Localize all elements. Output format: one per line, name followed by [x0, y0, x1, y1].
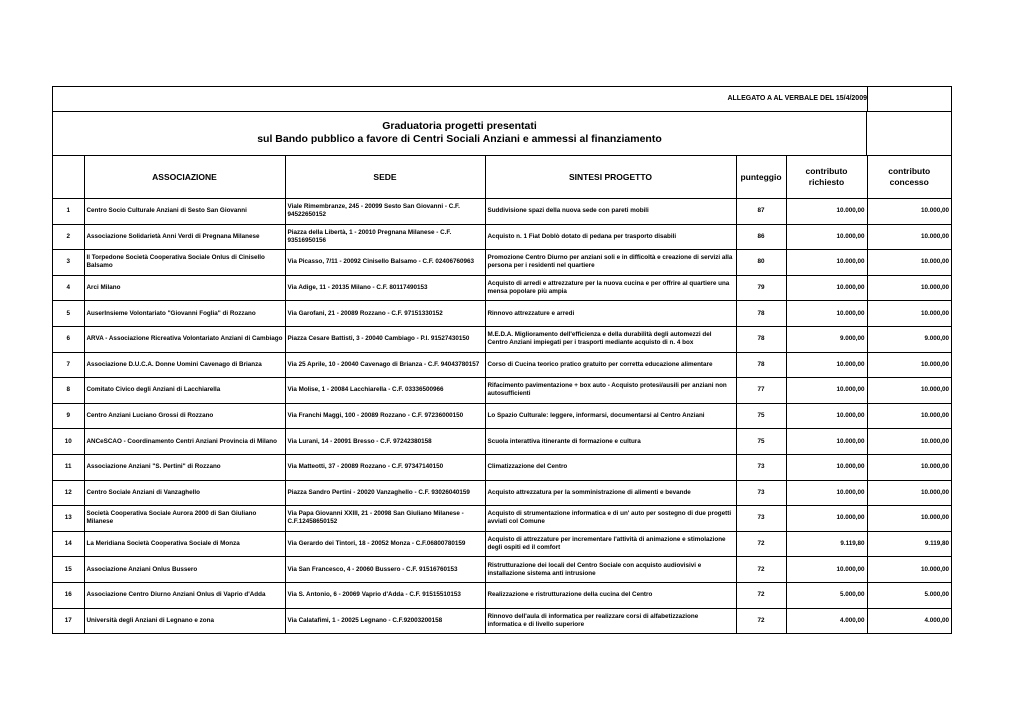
cell-punteggio: 73 [736, 480, 786, 506]
cell-richiesto: 9.000,00 [786, 326, 867, 352]
cell-richiesto: 10.000,00 [786, 301, 867, 327]
cell-sede: Via Garofani, 21 - 20089 Rozzano - C.F. 97151330152 [285, 301, 485, 327]
cell-concesso: 10.000,00 [867, 403, 951, 429]
cell-richiesto: 10.000,00 [786, 378, 867, 404]
cell-associazione: Associazione Solidarietà Anni Verdi di Pregnana Milanese [84, 224, 285, 250]
cell-sede: Via 25 Aprile, 10 - 20040 Cavenago di Brianza - C.F. 94043780157 [285, 352, 485, 378]
cell-sede: Piazza Sandro Pertini - 20020 Vanzaghello - C.F. 93026040159 [285, 480, 485, 506]
cell-punteggio: 75 [736, 429, 786, 455]
cell-sede: Piazza Cesare Battisti, 3 - 20040 Cambiago - P.I. 91527430150 [285, 326, 485, 352]
cell-sede: Via Papa Giovanni XXIII, 21 - 20098 San Giuliano Milanese - C.F.12458650152 [285, 506, 485, 532]
table-row [53, 403, 951, 429]
header-punteggio: punteggio [736, 156, 786, 199]
table-row [53, 454, 951, 480]
cell-punteggio: 79 [736, 275, 786, 301]
column-divider [867, 87, 868, 111]
cell-punteggio: 73 [736, 506, 786, 532]
table-row [53, 326, 951, 352]
header-sintesi: SINTESI PROGETTO [485, 156, 736, 199]
cell-concesso: 4.000,00 [867, 608, 951, 633]
row-number: 5 [53, 301, 84, 327]
cell-punteggio: 72 [736, 608, 786, 633]
header-number [53, 156, 84, 199]
table-row [53, 429, 951, 455]
cell-richiesto: 10.000,00 [786, 199, 867, 225]
title-block [53, 112, 951, 156]
cell-associazione: Associazione Anziani Onlus Bussero [84, 557, 285, 583]
cell-sintesi: Ristrutturazione dei locali del Centro Sociale con acquisto audiovisivi e installazione sistema anti intrusione [485, 557, 736, 583]
row-number: 15 [53, 557, 84, 583]
row-number: 11 [53, 454, 84, 480]
header-sede: SEDE [285, 156, 485, 199]
cell-punteggio: 73 [736, 454, 786, 480]
cell-sede: Via Lurani, 14 - 20091 Bresso - C.F. 97242380158 [285, 429, 485, 455]
row-number: 2 [53, 224, 84, 250]
cell-associazione: Associazione D.U.C.A. Donne Uomini Cavenago di Brianza [84, 352, 285, 378]
cell-concesso: 9.119,80 [867, 531, 951, 557]
row-number: 10 [53, 429, 84, 455]
cell-sede: Via Picasso, 7/11 - 20092 Cinisello Balsamo - C.F. 02406760963 [285, 250, 485, 276]
cell-richiesto: 10.000,00 [786, 275, 867, 301]
title [53, 112, 867, 155]
cell-punteggio: 77 [736, 378, 786, 404]
table-row [53, 582, 951, 608]
row-number: 14 [53, 531, 84, 557]
table-row [53, 531, 951, 557]
cell-sintesi: Acquisto attrezzatura per la somministrazione di alimenti e bevande [485, 480, 736, 506]
table-row [53, 275, 951, 301]
cell-concesso: 10.000,00 [867, 275, 951, 301]
projects-table [53, 156, 951, 633]
cell-punteggio: 72 [736, 582, 786, 608]
title-line-1: Graduatoria progetti presentati [382, 120, 537, 132]
cell-concesso: 10.000,00 [867, 480, 951, 506]
header-richiesto: contributo richiesto [786, 156, 867, 199]
cell-sede: Viale Rimembranze, 245 - 20099 Sesto San Giovanni - C.F. 94522650152 [285, 199, 485, 225]
cell-sintesi: Rinnovo dell'aula di informatica per realizzare corsi di alfabetizzazione informatica e di livello superiore [485, 608, 736, 633]
cell-sintesi: Promozione Centro Diurno per anziani soli e in difficoltà e creazione di servizi alla persona per i residenti nel quartiere [485, 250, 736, 276]
cell-sintesi: Rifacimento pavimentazione + box auto - Acquisto protesi/ausili per anziani non autosufficienti [485, 378, 736, 404]
cell-sintesi: Realizzazione e ristrutturazione della cucina del Centro [485, 582, 736, 608]
cell-associazione: Arci Milano [84, 275, 285, 301]
cell-sede: Via San Francesco, 4 - 20060 Bussero - C.F. 91516760153 [285, 557, 485, 583]
cell-associazione: Associazione Anziani "S. Pertini" di Rozzano [84, 454, 285, 480]
cell-richiesto: 9.119,80 [786, 531, 867, 557]
cell-associazione: Il Torpedone Società Cooperativa Sociale Onlus di Cinisello Balsamo [84, 250, 285, 276]
cell-sintesi: Scuola interattiva itinerante di formazione e cultura [485, 429, 736, 455]
cell-sintesi: Suddivisione spazi della nuova sede con pareti mobili [485, 199, 736, 225]
cell-associazione: ARVA - Associazione Ricreativa Volontariato Anziani di Cambiago [84, 326, 285, 352]
cell-associazione: Centro Anziani Luciano Grossi di Rozzano [84, 403, 285, 429]
cell-associazione: ANCeSCAO - Coordinamento Centri Anziani Provincia di Milano [84, 429, 285, 455]
cell-sintesi: Rinnovo attrezzature e arredi [485, 301, 736, 327]
cell-sede: Via Franchi Maggi, 100 - 20089 Rozzano - C.F. 97236000150 [285, 403, 485, 429]
cell-concesso: 10.000,00 [867, 199, 951, 225]
cell-concesso: 10.000,00 [867, 378, 951, 404]
row-number: 4 [53, 275, 84, 301]
row-number: 7 [53, 352, 84, 378]
cell-sintesi: M.E.D.A. Miglioramento dell'efficienza e della durabilità degli automezzi del Centro Anziani impiegati per i trasporti mediante acquisto di n. 4 box [485, 326, 736, 352]
cell-sede: Via Adige, 11 - 20135 Milano - C.F. 80117490153 [285, 275, 485, 301]
cell-associazione: La Meridiana Società Cooperativa Sociale di Monza [84, 531, 285, 557]
row-number: 1 [53, 199, 84, 225]
cell-punteggio: 78 [736, 326, 786, 352]
row-number: 12 [53, 480, 84, 506]
row-number: 8 [53, 378, 84, 404]
cell-sintesi: Corso di Cucina teorico pratico gratuito per corretta educazione alimentare [485, 352, 736, 378]
cell-concesso: 10.000,00 [867, 506, 951, 532]
cell-concesso: 9.000,00 [867, 326, 951, 352]
table-body [53, 199, 951, 634]
cell-sintesi: Acquisto di attrezzature per incrementare l'attività di animazione e stimolazione degli ospiti ed il comfort [485, 531, 736, 557]
cell-sede: Via S. Antonio, 6 - 20069 Vaprio d'Adda - C.F. 91515510153 [285, 582, 485, 608]
cell-richiesto: 5.000,00 [786, 582, 867, 608]
row-number: 9 [53, 403, 84, 429]
row-number: 6 [53, 326, 84, 352]
cell-punteggio: 72 [736, 531, 786, 557]
cell-richiesto: 10.000,00 [786, 506, 867, 532]
header-concesso: contributo concesso [867, 156, 951, 199]
cell-sede: Via Matteotti, 37 - 20089 Rozzano - C.F. 97347140150 [285, 454, 485, 480]
table-row [53, 224, 951, 250]
cell-richiesto: 10.000,00 [786, 557, 867, 583]
table-row [53, 506, 951, 532]
cell-concesso: 10.000,00 [867, 224, 951, 250]
table-row [53, 352, 951, 378]
cell-associazione: Associazione Centro Diurno Anziani Onlus di Vaprio d'Adda [84, 582, 285, 608]
cell-concesso: 5.000,00 [867, 582, 951, 608]
cell-concesso: 10.000,00 [867, 250, 951, 276]
cell-associazione: Università degli Anziani di Legnano e zona [84, 608, 285, 633]
cell-punteggio: 72 [736, 557, 786, 583]
cell-sede: Via Molise, 1 - 20084 Lacchiarella - C.F. 03336500966 [285, 378, 485, 404]
row-number: 17 [53, 608, 84, 633]
cell-richiesto: 10.000,00 [786, 429, 867, 455]
cell-richiesto: 10.000,00 [786, 454, 867, 480]
table-row [53, 480, 951, 506]
cell-punteggio: 75 [736, 403, 786, 429]
table-row [53, 301, 951, 327]
document-sheet [52, 86, 952, 634]
cell-punteggio: 80 [736, 250, 786, 276]
cell-sintesi: Acquisto n. 1 Fiat Doblò dotato di pedana per trasporto disabili [485, 224, 736, 250]
header-associazione: ASSOCIAZIONE [84, 156, 285, 199]
cell-concesso: 10.000,00 [867, 557, 951, 583]
header-row [53, 156, 951, 199]
cell-punteggio: 78 [736, 352, 786, 378]
cell-punteggio: 86 [736, 224, 786, 250]
cell-associazione: Società Cooperativa Sociale Aurora 2000 di San Giuliano Milanese [84, 506, 285, 532]
cell-richiesto: 10.000,00 [786, 480, 867, 506]
table-row [53, 608, 951, 633]
cell-richiesto: 10.000,00 [786, 352, 867, 378]
cell-punteggio: 78 [736, 301, 786, 327]
cell-concesso: 10.000,00 [867, 352, 951, 378]
cell-associazione: Comitato Civico degli Anziani di Lacchiarella [84, 378, 285, 404]
cell-sintesi: Lo Spazio Culturale: leggere, informarsi, documentarsi al Centro Anziani [485, 403, 736, 429]
row-number: 3 [53, 250, 84, 276]
table-row [53, 199, 951, 225]
table-row [53, 378, 951, 404]
cell-richiesto: 10.000,00 [786, 224, 867, 250]
cell-concesso: 10.000,00 [867, 454, 951, 480]
table-row [53, 557, 951, 583]
cell-concesso: 10.000,00 [867, 429, 951, 455]
cell-associazione: Centro Sociale Anziani di Vanzaghello [84, 480, 285, 506]
cell-concesso: 10.000,00 [867, 301, 951, 327]
cell-sede: Piazza della Libertà, 1 - 20010 Pregnana Milanese - C.F. 93516950156 [285, 224, 485, 250]
cell-associazione: Centro Socio Culturale Anziani di Sesto San Giovanni [84, 199, 285, 225]
cell-sintesi: Acquisto di arredi e attrezzature per la nuova cucina e per offrire al quartiere una mensa popolare più ampia [485, 275, 736, 301]
cell-punteggio: 87 [736, 199, 786, 225]
allegato-label: ALLEGATO A AL VERBALE DEL 15/4/2009 [727, 95, 867, 102]
cell-sintesi: Climatizzazione del Centro [485, 454, 736, 480]
cell-sede: Via Gerardo dei Tintori, 18 - 20052 Monza - C.F.06800780159 [285, 531, 485, 557]
row-number: 13 [53, 506, 84, 532]
cell-sintesi: Acquisto di strumentazione informatica e di un' auto per sostegno di due progetti avviati col Comune [485, 506, 736, 532]
cell-richiesto: 10.000,00 [786, 250, 867, 276]
allegato-row [53, 87, 951, 112]
cell-richiesto: 10.000,00 [786, 403, 867, 429]
cell-associazione: AuserInsieme Volontariato "Giovanni Foglia" di Rozzano [84, 301, 285, 327]
row-number: 16 [53, 582, 84, 608]
title-line-2: sul Bando pubblico a favore di Centri Sociali Anziani e ammessi al finanziamento [257, 133, 662, 145]
cell-richiesto: 4.000,00 [786, 608, 867, 633]
cell-sede: Via Calatafimi, 1 - 20025 Legnano - C.F.92003200158 [285, 608, 485, 633]
table-row [53, 250, 951, 276]
